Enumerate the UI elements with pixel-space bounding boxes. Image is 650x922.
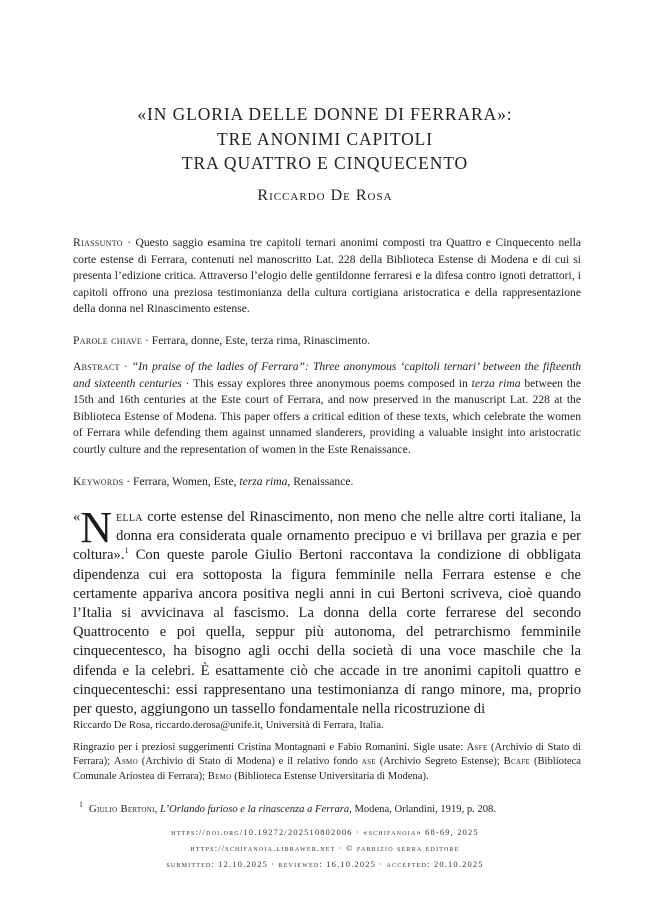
parole-chiave-separator: ·: [142, 334, 152, 347]
title-block: [0, 102, 650, 205]
abbr-asmo: Asmo: [113, 756, 138, 768]
footnote-1-title-b: e la rinascenza a Ferrara: [237, 804, 350, 815]
abbr-ase: ase: [361, 756, 376, 768]
thanks-text-a: Ringrazio per i preziosi suggerimenti Cristina Montagnani e Fabio Romanini. Sigle usate:: [73, 742, 467, 753]
riassunto-paragraph: [73, 235, 581, 318]
abstract-paragraph: [73, 359, 581, 459]
footnote-1-author: Giulio Bertoni: [89, 804, 155, 815]
riassunto-label: Riassunto: [73, 236, 123, 249]
abstract-english-title: “In praise of the ladies of Ferrara”: Three anonymous ‘capitoli ternari’ between the fifteenth and sixteenth centuries: [73, 360, 581, 390]
parole-chiave-text: Ferrara, donne, Este, terza rima, Rinascimento.: [151, 334, 371, 347]
thanks-text-f: (Biblioteca Estense Universitaria di Modena).: [231, 770, 429, 782]
body-text-b: Con queste parole Giulio Bertoni raccontava la condizione di obbligata dipendenza cui era sottoposta la figura femminile nella Ferrara estense e che certamente appariva ancora positiva negli anni in cui Bertoni scriveva, cioè quando l’Italia si avvicinava al fascismo. La donna della corte ferrarese del secondo Quattrocento e poi quella, seppur più autonoma, del petrarchismo femminile cinquecentesco, ha bisogno agli occhi della società di una voce maschile che la difenda e la celebri. È esattamente ciò che accade in tre anonimi capitoli quattro e cinquecenteschi: essi rappresentano una testimonianza di rango minore, ma, proprio per questo, aggiungono un tassello fondamentale nella ricostruzione di: [73, 547, 581, 718]
parole-chiave-paragraph: [73, 333, 581, 350]
keywords-label: Keywords: [73, 475, 124, 488]
thanks-text-b: (Archivio di Stato di Ferrara);: [73, 742, 581, 768]
abstract-italic-term: terza rima: [471, 376, 521, 390]
abstract-label: Abstract: [73, 360, 120, 373]
title-line-2: TRE ANONIMI CAPITOLI: [216, 128, 433, 149]
keywords-paragraph: [73, 474, 581, 491]
footnote-1: [73, 800, 581, 817]
footnote-1-rest: , Modena, Orlandini, 1919, p. 208.: [349, 804, 496, 815]
keywords-text-a: Ferrara, Women, Este,: [133, 475, 240, 488]
thanks-text-c: (Archivio di Stato di Modena) e il relativo fondo: [137, 756, 362, 768]
author-name: Riccardo De Rosa: [257, 186, 393, 204]
keywords-separator: ·: [123, 475, 133, 488]
thanks-text-d: (Archivio Segreto Estense);: [375, 756, 504, 768]
body-smallcaps-lead: ella: [116, 509, 143, 525]
footnote-1-number: 1: [79, 800, 83, 810]
abbr-asfe: Asfe: [466, 742, 488, 753]
abstract-text-a: This essay explores three anonymous poems composed in: [193, 376, 472, 390]
riassunto-separator: ·: [122, 236, 136, 249]
keywords-italic-term: terza rima: [239, 475, 288, 488]
abbr-bemo: Bemo: [207, 770, 232, 782]
footnote-1-separator: ,: [154, 804, 161, 815]
abstract-separator: ·: [119, 360, 132, 373]
footnote-reference: 1: [124, 545, 129, 556]
publisher-line: https://schifanoia.librawer.net · © fabrizio serra editore: [190, 844, 460, 853]
parole-chiave-label: Parole chiave: [73, 334, 143, 347]
abbr-bcafe: Bcafe: [503, 756, 531, 768]
acknowledgements-note: [73, 741, 581, 784]
dates-line: submitted: 12.10.2025 · reviewed: 16.10.2025 · accepted: 20.10.2025: [166, 860, 484, 869]
drop-cap: N: [80, 503, 113, 552]
riassunto-text: Questo saggio esamina tre capitoli ternari anonimi composti tra Quattro e Cinquecento nella corte estense di Ferrara, contenuti nel manoscritto Lat. 228 della Biblioteca Estense di Modena e di cui si presenta l’edizione critica. Attraverso l’elogio delle gentildonne ferraresi e la difesa contro ignoti detrattori, i capitoli offrono una preziosa testimonianza della cultura cortigiana aristocratica e della rappresentazione della donna nel Rinascimento estense.: [73, 236, 581, 316]
footnote-1-title-a: L’Orlando furioso: [160, 804, 238, 815]
author-note: Riccardo De Rosa, riccardo.derosa@unife.it, Università di Ferrara, Italia.: [73, 720, 384, 731]
body-paragraph: [73, 503, 581, 719]
body-text-a: corte estense del Rinascimento, non meno che nelle altre corti italiane, la donna era considerata quale ornamento precipuo e vi brillava per grazia e per coltura».: [73, 509, 581, 564]
doi-line: https://doi.org/10.19272/202510802006 · «schifanoia» 68-69, 2025: [171, 828, 479, 837]
thanks-text-e: (Biblioteca Comunale Ariostea di Ferrara);: [73, 756, 582, 782]
keywords-text-b: , Renaissance.: [287, 475, 354, 488]
title-line-1: «IN GLORIA DELLE DONNE DI FERRARA»:: [137, 104, 513, 124]
title-line-3: TRA QUATTRO E CINQUECENTO: [181, 153, 469, 173]
opening-quote: «: [73, 509, 81, 525]
abstract-separator-2: ·: [181, 376, 194, 390]
abstract-text-b: between the 15th and 16th centuries at the Este court of Ferrara, and now preserved in the manuscript Lat. 228 at the Biblioteca Estense of Modena. This paper offers a critical edition of these texts, which celebrate the women of Ferrara while defending them against unnamed slanderers, providing a valuable insight into aristocratic courtly culture and the representation of women in the Este Renaissance.: [73, 376, 581, 456]
